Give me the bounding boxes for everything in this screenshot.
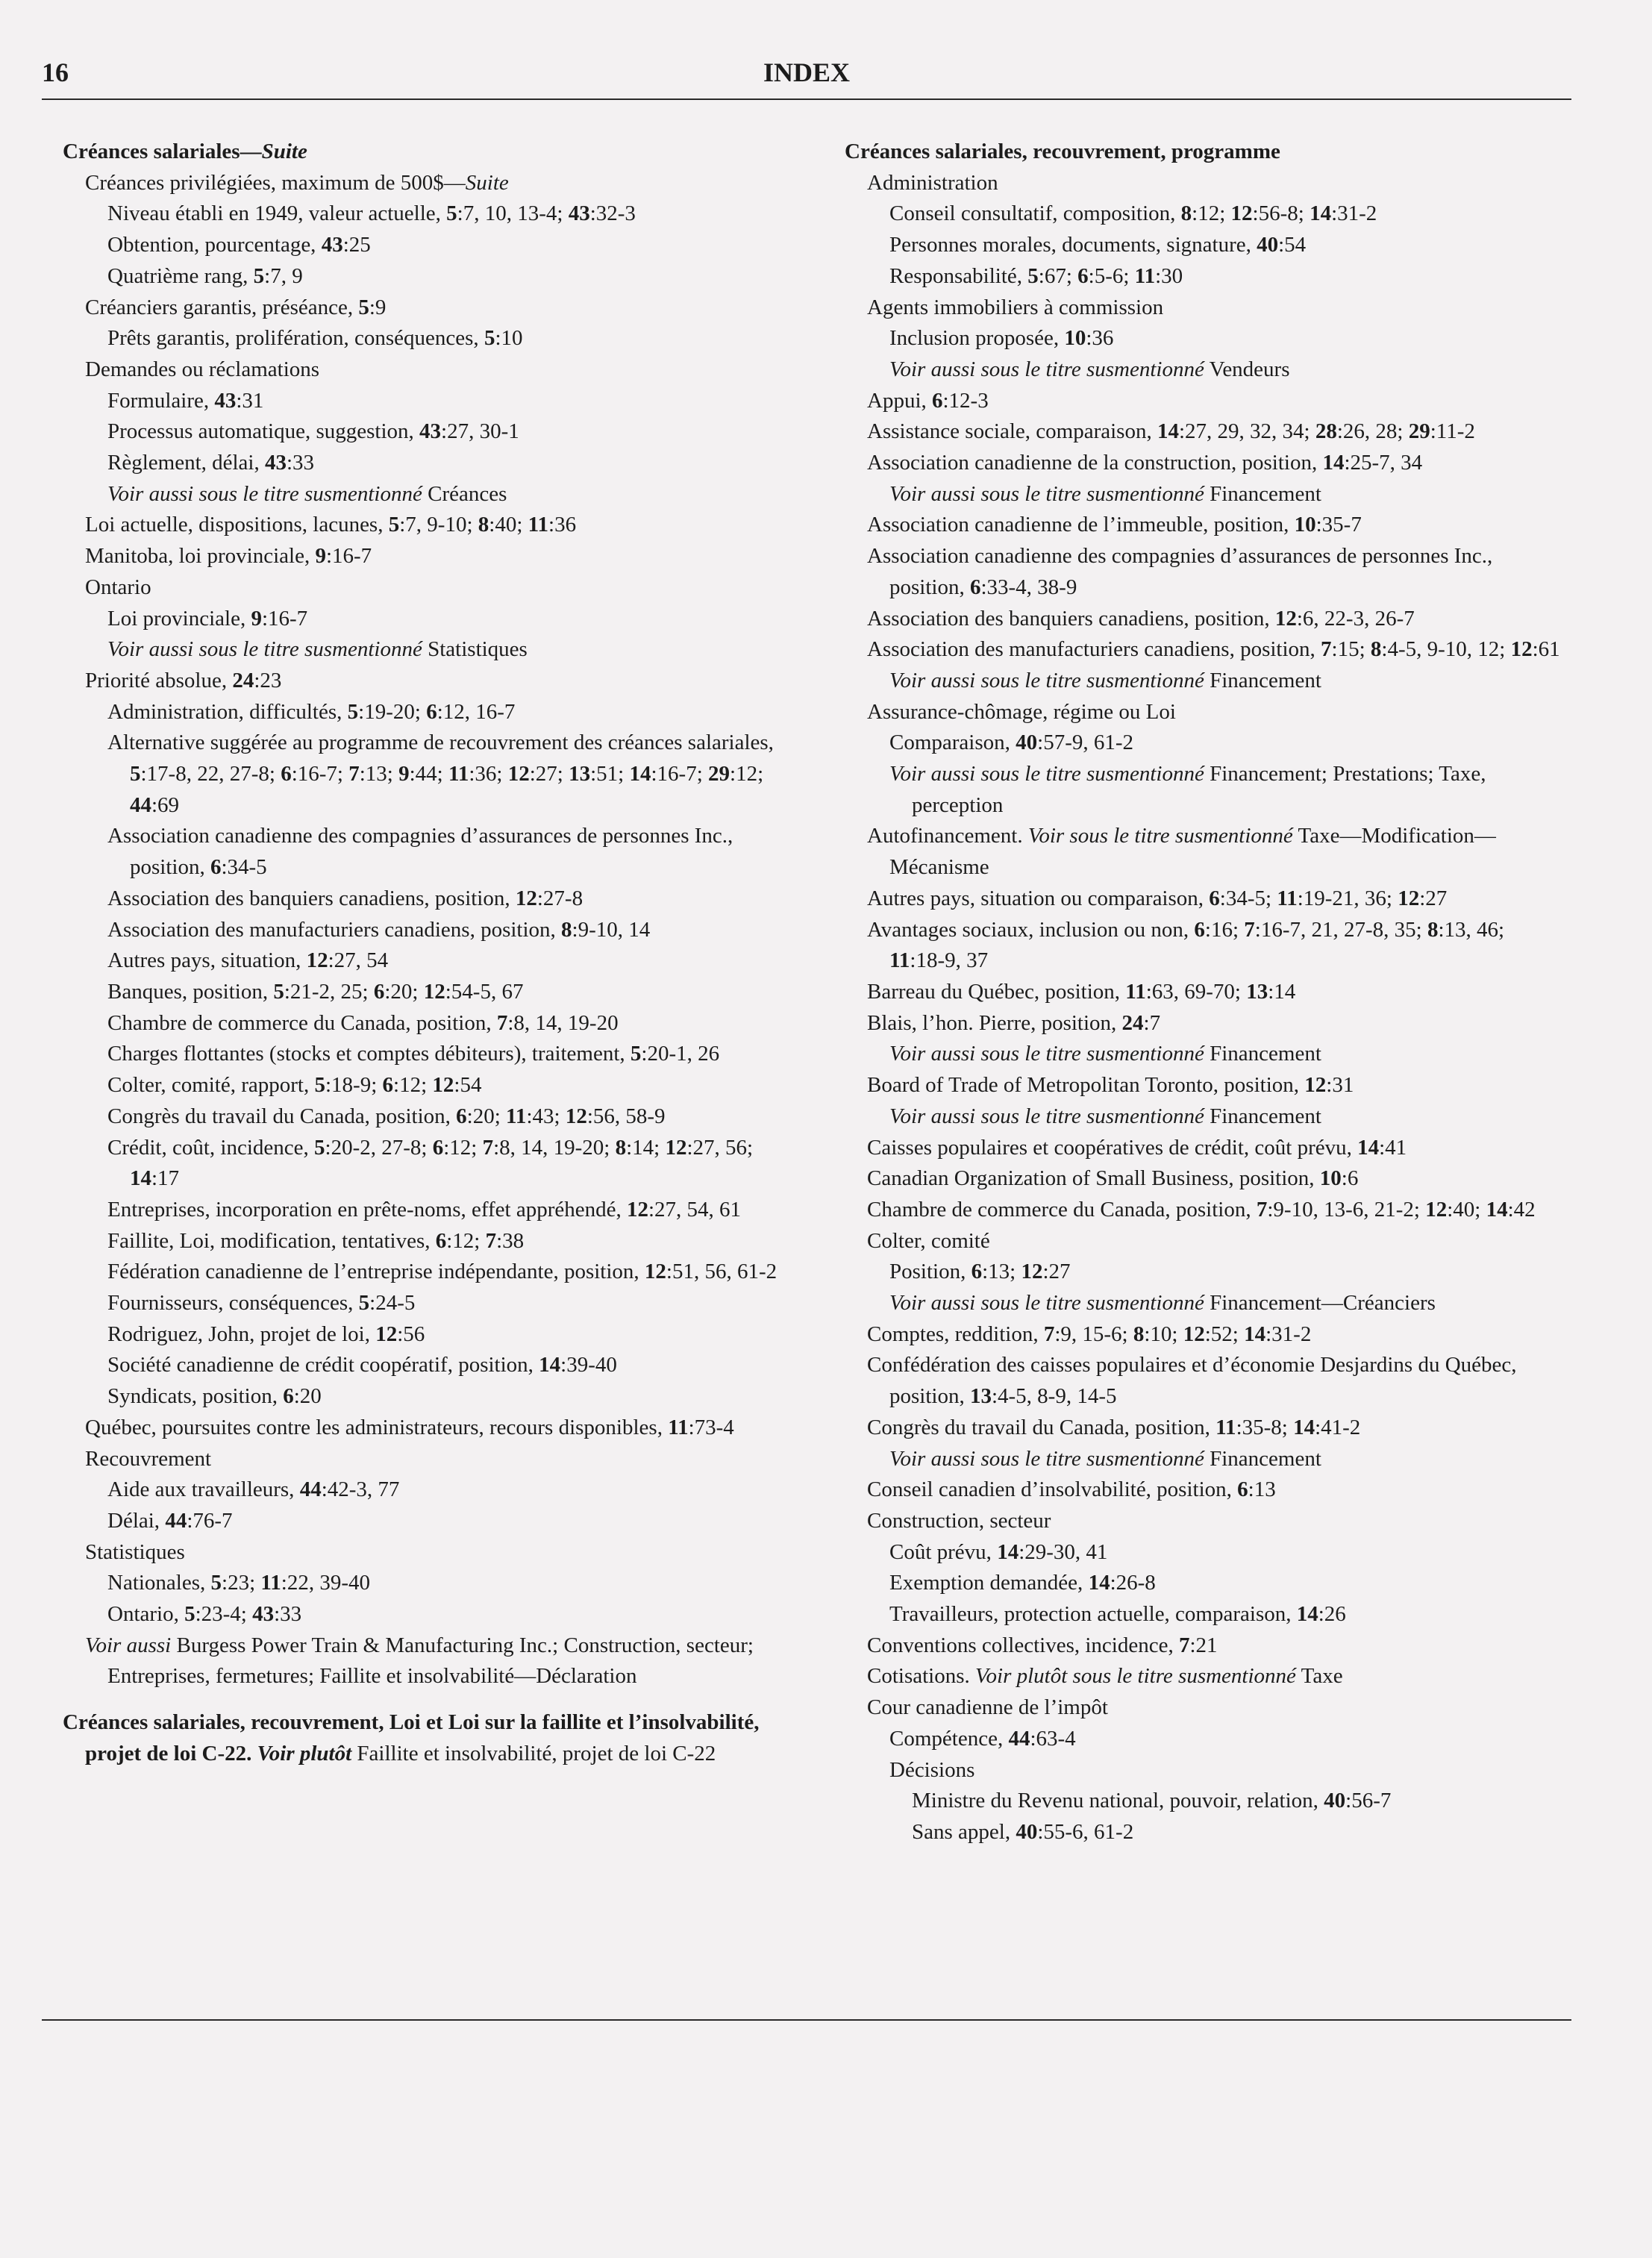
- index-entry: Voir aussi sous le titre susmentionné Statistiques: [107, 637, 528, 662]
- index-entry: Demandes ou réclamations: [85, 357, 320, 381]
- index-entry: Avantages sociaux, inclusion ou non, 6:16; 7:16-7, 21, 27-8, 35; 8:13, 46; 11:18-9, 37: [867, 917, 1505, 973]
- index-entry: Sans appel, 40:55-6, 61-2: [912, 1819, 1134, 1844]
- index-entry: Colter, comité: [867, 1228, 990, 1253]
- index-heading: Créances salariales, recouvrement, Loi et Loi sur la faillite et l’insolvabilité, projet de loi C-22. Voir plutôt Faillite et insolvabilité, projet de loi C-22: [63, 1710, 760, 1766]
- index-entry: Administration: [867, 170, 998, 195]
- index-entry: Association des manufacturiers canadiens, position, 8:9-10, 14: [107, 917, 651, 942]
- index-entry: Autres pays, situation ou comparaison, 6:34-5; 11:19-21, 36; 12:27: [867, 886, 1448, 910]
- index-entry: Prêts garantis, prolifération, conséquences, 5:10: [107, 326, 523, 351]
- index-entry: Association canadienne de la construction, position, 14:25-7, 34: [867, 451, 1423, 475]
- index-entry: Cotisations. Voir plutôt sous le titre susmentionné Taxe: [867, 1664, 1343, 1689]
- index-heading: Créances salariales, recouvrement, programme: [845, 140, 1280, 163]
- index-entry: Voir aussi sous le titre susmentionné Financement; Prestations; Taxe, perception: [889, 762, 1486, 817]
- index-entry: Conseil canadien d’insolvabilité, position, 6:13: [867, 1477, 1276, 1502]
- index-entry: Faillite, Loi, modification, tentatives, 6:12; 7:38: [107, 1228, 525, 1253]
- index-entry: Règlement, délai, 43:33: [107, 451, 315, 475]
- index-entry: Confédération des caisses populaires et d’économie Desjardins du Québec, position, 13:4-5, 8-9, 14-5: [867, 1353, 1517, 1409]
- index-entry: Statistiques: [85, 1539, 185, 1564]
- index-entry: Responsabilité, 5:67; 6:5-6; 11:30: [889, 263, 1183, 288]
- index-entry: Créances privilégiées, maximum de 500$—Suite: [85, 170, 509, 195]
- index-entry: Board of Trade of Metropolitan Toronto, position, 12:31: [867, 1073, 1354, 1098]
- index-column-right: [845, 137, 1561, 1848]
- footer-rule: [42, 2019, 1571, 2021]
- index-entry: Voir aussi sous le titre susmentionné Vendeurs: [889, 357, 1290, 381]
- index-entry: Ministre du Revenu national, pouvoir, relation, 40:56-7: [912, 1789, 1392, 1813]
- index-entry: Loi actuelle, dispositions, lacunes, 5:7, 9-10; 8:40; 11:36: [85, 513, 577, 537]
- index-entry: Voir aussi sous le titre susmentionné Créances: [107, 481, 507, 506]
- index-entry: Position, 6:13; 12:27: [889, 1260, 1071, 1284]
- index-entry: Assurance-chômage, régime ou Loi: [867, 699, 1176, 724]
- index-entry: Loi provinciale, 9:16-7: [107, 606, 308, 631]
- index-entry: Syndicats, position, 6:20: [107, 1384, 322, 1409]
- index-entry: Conventions collectives, incidence, 7:21: [867, 1633, 1218, 1657]
- index-entry: Processus automatique, suggestion, 43:27, 30-1: [107, 419, 519, 444]
- index-entry: Administration, difficultés, 5:19-20; 6:12, 16-7: [107, 699, 516, 724]
- index-entry: Ontario: [85, 575, 151, 599]
- index-entry: Voir aussi sous le titre susmentionné Financement—Créanciers: [889, 1291, 1436, 1316]
- index-entry: Appui, 6:12-3: [867, 388, 989, 413]
- index-entry: Niveau établi en 1949, valeur actuelle, 5:7, 10, 13-4; 43:32-3: [107, 201, 636, 226]
- index-entry: Canadian Organization of Small Business, position, 10:6: [867, 1166, 1359, 1191]
- index-entry: Chambre de commerce du Canada, position, 7:9-10, 13-6, 21-2; 12:40; 14:42: [867, 1197, 1536, 1222]
- index-entry: Québec, poursuites contre les administrateurs, recours disponibles, 11:73-4: [85, 1415, 734, 1439]
- index-entry: Conseil consultatif, composition, 8:12; 12:56-8; 14:31-2: [889, 201, 1377, 226]
- index-entry: Compétence, 44:63-4: [889, 1726, 1076, 1751]
- index-entry: Société canadienne de crédit coopératif, position, 14:39-40: [107, 1353, 617, 1377]
- index-column-left: [63, 137, 779, 1770]
- index-heading: Créances salariales—Suite: [63, 140, 307, 163]
- index-entry: Autofinancement. Voir sous le titre susmentionné Taxe—Modification—Mécanisme: [867, 824, 1496, 880]
- index-entry: Voir aussi sous le titre susmentionné Financement: [889, 1104, 1321, 1128]
- index-entry: Personnes morales, documents, signature, 40:54: [889, 233, 1307, 257]
- index-entry: Créanciers garantis, préséance, 5:9: [85, 295, 387, 319]
- index-entry: Agents immobiliers à commission: [867, 295, 1164, 319]
- index-entry: Manitoba, loi provinciale, 9:16-7: [85, 544, 372, 569]
- index-entry: Voir aussi sous le titre susmentionné Financement: [889, 1446, 1321, 1471]
- index-entry: Voir aussi sous le titre susmentionné Financement: [889, 1042, 1321, 1066]
- index-entry: Priorité absolue, 24:23: [85, 668, 282, 692]
- index-entry: Comptes, reddition, 7:9, 15-6; 8:10; 12:52; 14:31-2: [867, 1322, 1312, 1346]
- index-entry: Recouvrement: [85, 1446, 212, 1471]
- page-number: 16: [42, 57, 69, 87]
- index-entry: Assistance sociale, comparaison, 14:27, 29, 32, 34; 28:26, 28; 29:11-2: [867, 419, 1475, 444]
- index-entry: Aide aux travailleurs, 44:42-3, 77: [107, 1477, 400, 1502]
- index-entry: Association des banquiers canadiens, position, 12:27-8: [107, 886, 583, 910]
- index-entry: Voir aussi sous le titre susmentionné Financement: [889, 668, 1321, 692]
- index-entry: Fournisseurs, conséquences, 5:24-5: [107, 1291, 416, 1316]
- index-entry: Autres pays, situation, 12:27, 54: [107, 948, 389, 973]
- index-entry: Chambre de commerce du Canada, position, 7:8, 14, 19-20: [107, 1010, 619, 1035]
- index-entry: Coût prévu, 14:29-30, 41: [889, 1539, 1108, 1564]
- index-entry: Banques, position, 5:21-2, 25; 6:20; 12:54-5, 67: [107, 979, 524, 1004]
- index-entry: Charges flottantes (stocks et comptes débiteurs), traitement, 5:20-1, 26: [107, 1042, 720, 1066]
- index-entry: Nationales, 5:23; 11:22, 39-40: [107, 1571, 371, 1595]
- index-entry: Délai, 44:76-7: [107, 1508, 233, 1533]
- index-entry: Blais, l’hon. Pierre, position, 24:7: [867, 1010, 1161, 1035]
- index-entry: Quatrième rang, 5:7, 9: [107, 263, 303, 288]
- index-entry: Association canadienne de l’immeuble, position, 10:35-7: [867, 513, 1362, 537]
- index-entry: Association canadienne des compagnies d’assurances de personnes Inc., position, 6:33-4, 38-9: [867, 544, 1493, 599]
- index-entry: Voir aussi Burgess Power Train & Manufacturing Inc.; Construction, secteur; Entreprises, fermetures; Faillite et insolvabilité—Déclaration: [85, 1633, 754, 1689]
- index-entry: Alternative suggérée au programme de recouvrement des créances salariales, 5:17-8, 22, 27-8; 6:16-7; 7:13; 9:44; 11:36; 12:27; 13:51; 14:16-7; 29:12; 44:69: [107, 731, 774, 817]
- page-title: INDEX: [763, 57, 850, 87]
- page-header: [42, 57, 1571, 98]
- index-entry: Fédération canadienne de l’entreprise indépendante, position, 12:51, 56, 61-2: [107, 1260, 777, 1284]
- index-entry: Congrès du travail du Canada, position, 6:20; 11:43; 12:56, 58-9: [107, 1104, 666, 1128]
- header-rule: [42, 98, 1571, 100]
- index-entry: Exemption demandée, 14:26-8: [889, 1571, 1156, 1595]
- index-entry: Construction, secteur: [867, 1508, 1051, 1533]
- index-entry: Crédit, coût, incidence, 5:20-2, 27-8; 6:12; 7:8, 14, 19-20; 8:14; 12:27, 56; 14:17: [107, 1135, 754, 1191]
- index-entry: Travailleurs, protection actuelle, comparaison, 14:26: [889, 1602, 1346, 1627]
- index-entry: Barreau du Québec, position, 11:63, 69-70; 13:14: [867, 979, 1296, 1004]
- index-entry: Formulaire, 43:31: [107, 388, 264, 413]
- index-entry: Entreprises, incorporation en prête-noms, effet appréhendé, 12:27, 54, 61: [107, 1197, 742, 1222]
- index-entry: Décisions: [889, 1757, 975, 1782]
- index-entry: Inclusion proposée, 10:36: [889, 326, 1114, 351]
- index-entry: Association des banquiers canadiens, position, 12:6, 22-3, 26-7: [867, 606, 1415, 631]
- index-entry: Colter, comité, rapport, 5:18-9; 6:12; 12:54: [107, 1073, 482, 1098]
- index-entry: Association canadienne des compagnies d’assurances de personnes Inc., position, 6:34-5: [107, 824, 733, 880]
- index-entry: Comparaison, 40:57-9, 61-2: [889, 731, 1134, 755]
- index-entry: Caisses populaires et coopératives de crédit, coût prévu, 14:41: [867, 1135, 1407, 1160]
- index-entry: Obtention, pourcentage, 43:25: [107, 233, 371, 257]
- index-entry: Association des manufacturiers canadiens, position, 7:15; 8:4-5, 9-10, 12; 12:61: [867, 637, 1560, 662]
- index-entry: Voir aussi sous le titre susmentionné Financement: [889, 481, 1321, 506]
- index-entry: Congrès du travail du Canada, position, 11:35-8; 14:41-2: [867, 1415, 1361, 1439]
- index-entry: Ontario, 5:23-4; 43:33: [107, 1602, 302, 1627]
- index-entry: Rodriguez, John, projet de loi, 12:56: [107, 1322, 425, 1346]
- index-entry: Cour canadienne de l’impôt: [867, 1695, 1108, 1720]
